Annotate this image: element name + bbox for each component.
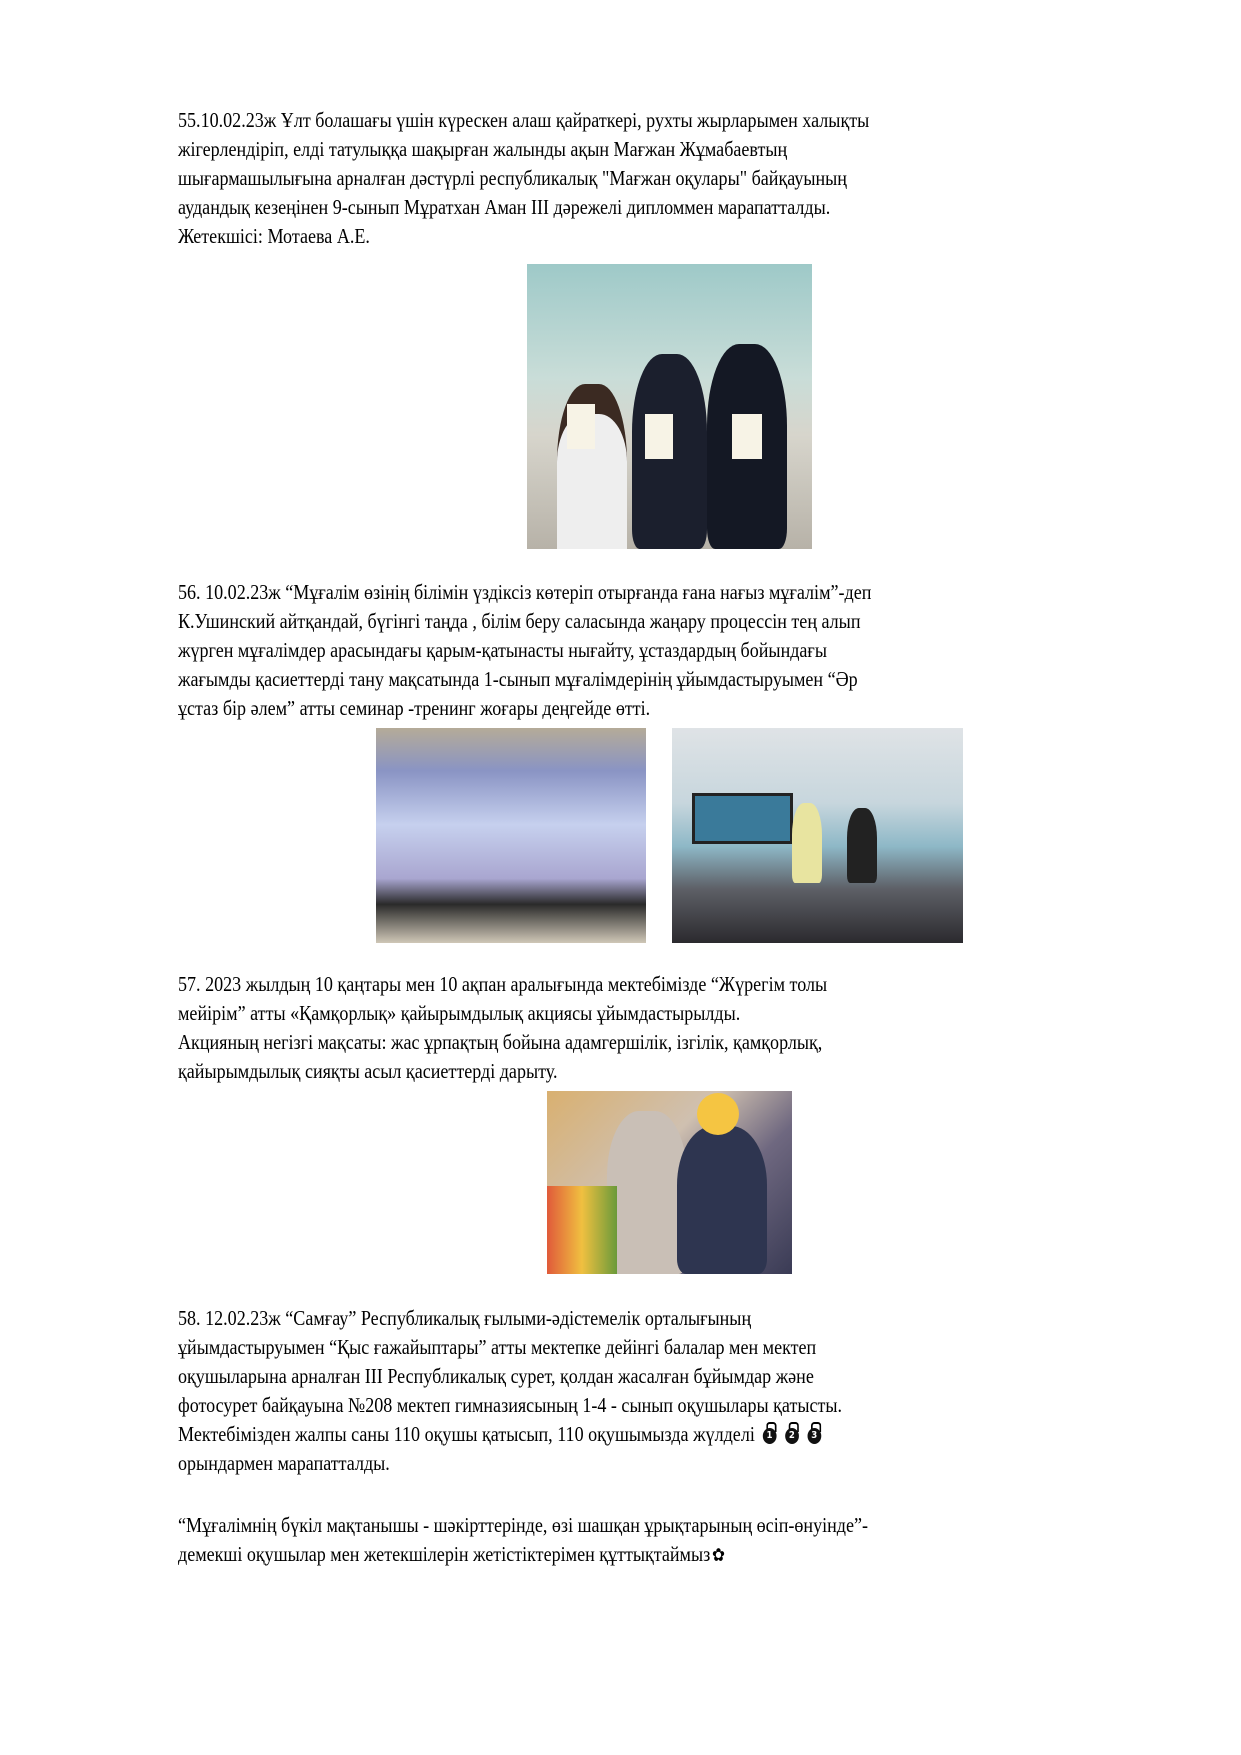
text-line: аудандық кезеңінен 9-сынып Мұратхан Аман ІІІ дәрежелі дипломмен марапатталды. [178,195,831,219]
closing-quote [178,1511,980,1570]
text: демекші оқушылар мен жетекшілерін жетістіктерімен құттықтаймыз [178,1542,711,1566]
text-line: жүрген мұғалімдер арасындағы қарым-қатынасты нығайту, ұстаздардың бойындағы [178,638,827,662]
text-line-with-medals [178,1420,842,1449]
text-line-with-icon [178,1540,868,1570]
paragraph-57 [178,970,933,1086]
text-line: фотосурет байқауына №208 мектеп гимназиясының 1-4 - сынып оқушылары қатысты. [178,1393,843,1417]
medal-number: 1 [763,1428,777,1444]
paragraph-55 [178,106,982,251]
diploma [645,414,673,459]
bouquet-icon: ✿ [711,1545,725,1566]
medal-2-icon [784,1422,799,1444]
text-line: шығармашылығына арналған дәстүрлі республикалық "Мағжан оқулары" байқауының [178,166,847,190]
photo-charity-event [547,1091,792,1274]
text-line: ұстаз бір әлем” атты семинар -тренинг жоғары деңгейде өтті. [178,696,651,720]
classroom-board [692,793,793,844]
text-line: Акцияның негізгі мақсаты: жас ұрпақтың бойына адамгершілік, ізгілік, қамқорлық, [178,1030,823,1054]
medal-number: 2 [785,1428,799,1444]
text-line: оқушыларына арналған ІІІ Республикалық сурет, қолдан жасалған бұйымдар және [178,1364,814,1388]
text-line: 56. 10.02.23ж “Мұғалім өзінің білімін үздіксіз көтеріп отырғанда ғана нағыз мұғалім”-деп [178,580,872,604]
person-figure [677,1126,767,1274]
text-line: қайырымдылық сияқты асыл қасиеттерді дарыту. [178,1059,558,1083]
diploma [732,414,762,459]
text-line: ұйымдастыруымен “Қыс ғажайыптары” атты мектепке дейінгі балалар мен мектеп [178,1335,817,1359]
paragraph-56 [178,578,984,723]
text-line: К.Ушинский айтқандай, бүгінгі таңда , білім беру саласында жаңару процессін тең алып [178,609,861,633]
emoji-face-cover [697,1093,739,1135]
text-line: жағымды қасиеттерді тану мақсатында 1-сынып мұғалімдерінің ұйымдастыруымен “Әр [178,667,858,691]
text-line: 57. 2023 жылдың 10 қаңтары мен 10 ақпан аралығында мектебімізде “Жүрегім толы [178,972,828,996]
text-line: “Мұғалімнің бүкіл мақтанышы - шәкірттерінде, өзі шашқан ұрықтарының өсіп-өнуінде”- [178,1513,869,1537]
medal-3-icon [806,1422,821,1444]
medal-1-icon [762,1422,777,1444]
text-line: мейірім” атты «Қамқорлық» қайырымдылық акциясы ұйымдастырылды. [178,1001,741,1025]
text-line: Жетекшісі: Мотаева А.Е. [178,224,370,248]
text-line: орындармен марапатталды. [178,1451,390,1475]
photo-award-students [527,264,812,549]
medal-number: 3 [807,1428,821,1444]
diploma [567,404,595,449]
photo-seminar-screen [376,728,646,943]
teacher-figure [792,803,822,883]
photo-seminar-classroom [672,728,963,943]
person-figure [607,1111,687,1274]
text-line: жігерлендіріп, елді татулыққа шақырған жалынды ақын Мағжан Жұмабаевтың [178,137,788,161]
text-line: 58. 12.02.23ж “Самғау” Республикалық ғылыми-әдістемелік орталығының [178,1306,752,1330]
text: Мектебімізден жалпы саны 110 оқушы қатысып, 110 оқушымызда жүлделі [178,1422,755,1446]
teacher-figure [847,808,877,883]
text-line: 55.10.02.23ж Ұлт болашағы үшін күрескен алаш қайраткері, рухты жырларымен халықты [178,108,870,132]
gift-bags [547,1186,617,1274]
paragraph-58 [178,1304,950,1478]
